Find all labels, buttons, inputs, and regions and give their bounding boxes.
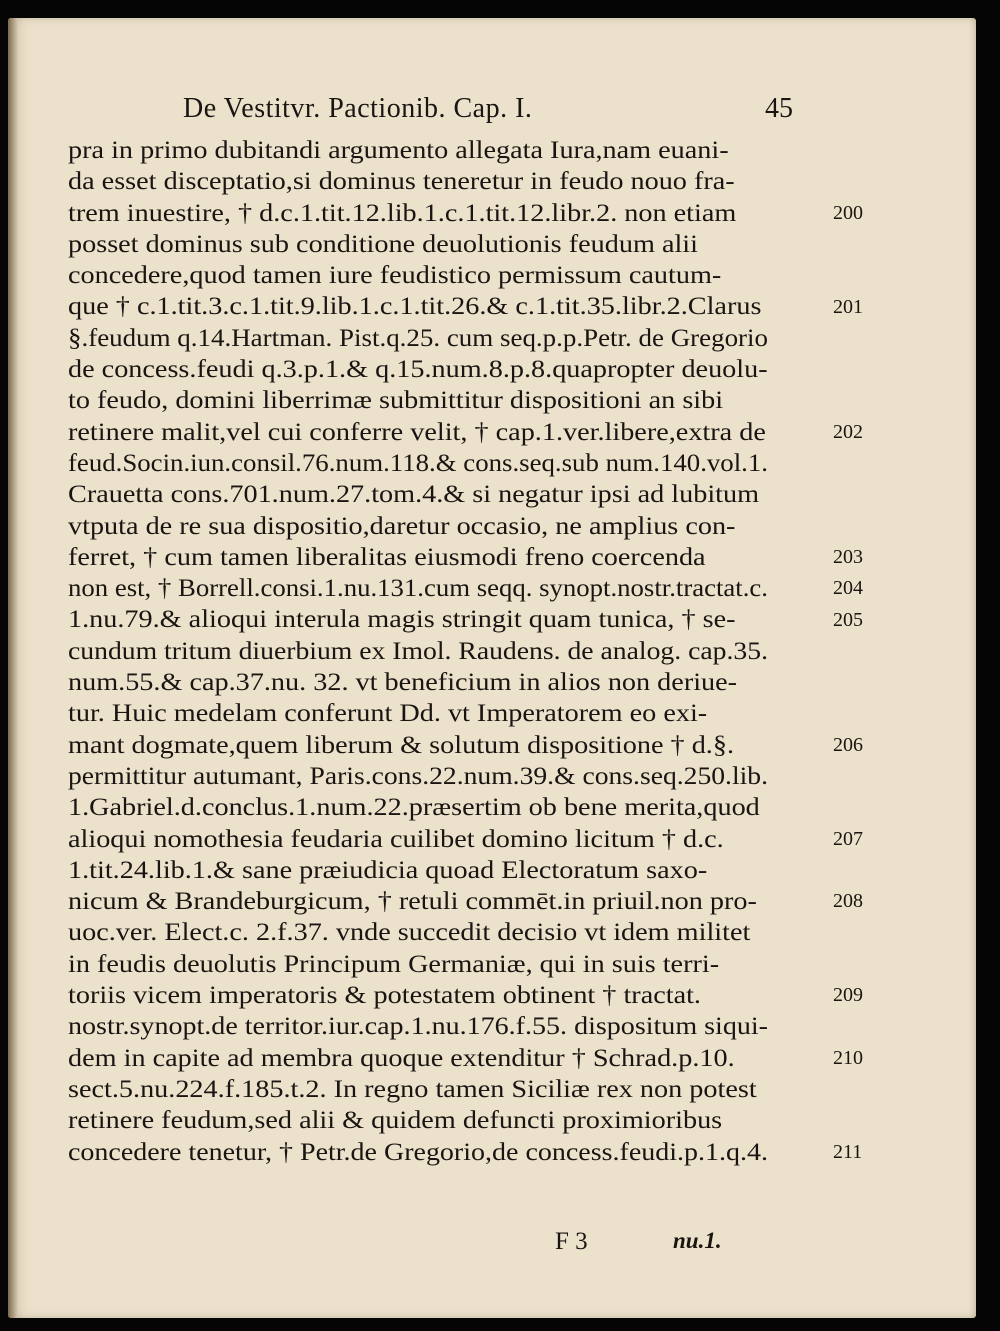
- text-line-content: vtputa de re sua dispositio,daretur occasio, ne amplius con-: [68, 512, 736, 540]
- text-line: [68, 886, 808, 917]
- page-footer: [503, 1228, 803, 1260]
- text-line-content: Crauetta cons.701.num.27.tom.4.& si negatur ipsi ad lubitum: [68, 481, 760, 509]
- text-line-content: 1.tit.24.lib.1.& sane præiudicia quoad Electoratum saxo-: [68, 856, 708, 884]
- text-line: [68, 698, 808, 729]
- text-line-content: toriis vicem imperatoris & potestatem obtinent † tractat.: [68, 982, 701, 1010]
- page-number: 45: [765, 93, 793, 124]
- text-line: [68, 855, 808, 886]
- text-line: [68, 511, 808, 542]
- text-line: [68, 166, 808, 197]
- text-line: [68, 542, 808, 573]
- page-header: [183, 93, 793, 127]
- text-line-content: permittitur autumant, Paris.cons.22.num.39.& cons.seq.250.lib.: [68, 762, 768, 790]
- text-line-content: §.feudum q.14.Hartman. Pist.q.25. cum seq.p.p.Petr. de Gregorio: [68, 324, 768, 352]
- text-line-content: num.55.& cap.37.nu. 32. vt beneficium in alios non deriue-: [68, 669, 738, 697]
- text-line: [68, 229, 808, 260]
- text-line: [68, 949, 808, 980]
- text-line-content: uoc.ver. Elect.c. 2.f.37. vnde succedit decisio vt idem militet: [68, 919, 751, 947]
- margin-note-number: 202: [833, 420, 863, 443]
- text-line-content: cundum tritum diuerbium ex Imol. Raudens. de analog. cap.35.: [68, 637, 768, 665]
- margin-note-number: 209: [833, 984, 863, 1007]
- text-line-content: to feudo, domini liberrimæ submittitur dispositioni an sibi: [68, 387, 724, 415]
- margin-note-number: 204: [833, 577, 863, 600]
- text-line: [68, 260, 808, 291]
- margin-note-number: 211: [833, 1140, 863, 1163]
- text-line-content: 1.Gabriel.d.conclus.1.num.22.præsertim ob bene merita,quod: [68, 794, 760, 822]
- text-line: [68, 573, 808, 604]
- text-line: [68, 1043, 808, 1074]
- text-line: [68, 448, 808, 479]
- text-line: [68, 291, 808, 322]
- margin-note-number: 210: [833, 1046, 863, 1069]
- margin-note-number: 200: [833, 201, 863, 224]
- text-line: [68, 636, 808, 667]
- text-line: [68, 980, 808, 1011]
- text-line: [68, 135, 808, 166]
- text-line: [68, 323, 808, 354]
- page-gutter: [8, 18, 18, 1318]
- text-line: [68, 730, 808, 761]
- text-line-content: dem in capite ad membra quoque extenditur † Schrad.p.10.: [68, 1044, 735, 1072]
- text-line: [68, 1137, 808, 1168]
- text-line-content: tur. Huic medelam conferunt Dd. vt Imperatorem eo exi-: [68, 700, 708, 728]
- text-line-content: ferret, † cum tamen liberalitas eiusmodi freno coercenda: [68, 543, 706, 571]
- text-line-content: de concess.feudi q.3.p.1.& q.15.num.8.p.8.quapropter deuolu-: [68, 356, 768, 384]
- text-line-content: nostr.synopt.de territor.iur.cap.1.nu.176.f.55. dispositum siqui-: [68, 1013, 769, 1041]
- running-title: De Vestitvr. Pactionib. Cap. I.: [183, 93, 533, 124]
- margin-note-number: 203: [833, 545, 863, 568]
- text-line-content: posset dominus sub conditione deuolutionis feudum alii: [68, 230, 698, 258]
- text-line: [68, 1011, 808, 1042]
- text-line-content: trem inuestire, † d.c.1.tit.12.lib.1.c.1.tit.12.libr.2. non etiam: [68, 199, 737, 227]
- text-line: [68, 824, 808, 855]
- text-line: [68, 198, 808, 229]
- margin-note-number: 208: [833, 890, 863, 913]
- margin-note-number: 207: [833, 827, 863, 850]
- text-line-content: concedere tenetur, † Petr.de Gregorio,de concess.feudi.p.1.q.4.: [68, 1138, 769, 1166]
- text-line-content: feud.Socin.iun.consil.76.num.118.& cons.seq.sub num.140.vol.1.: [68, 449, 768, 477]
- text-line: [68, 479, 808, 510]
- text-line: [68, 1105, 808, 1136]
- text-line-content: nicum & Brandeburgicum, † retuli commēt.in priuil.non pro-: [68, 888, 757, 916]
- text-line: [68, 604, 808, 635]
- text-line-content: pra in primo dubitandi argumento allegata Iura,nam euani-: [68, 137, 729, 164]
- margin-note-number: 201: [833, 295, 863, 318]
- text-line-content: que † c.1.tit.3.c.1.tit.9.lib.1.c.1.tit.26.& c.1.tit.35.libr.2.Clarus: [68, 293, 762, 321]
- text-line: [68, 792, 808, 823]
- text-line-content: sect.5.nu.224.f.185.t.2. In regno tamen Siciliæ rex non potest: [68, 1075, 757, 1103]
- margin-note-number: 205: [833, 608, 863, 631]
- text-line-content: non est, † Borrell.consi.1.nu.131.cum seqq. synopt.nostr.tractat.c.: [68, 575, 769, 603]
- text-line-content: 1.nu.79.& alioqui interula magis stringit quam tunica, † se-: [68, 606, 736, 634]
- text-line-content: alioqui nomothesia feudaria cuilibet domino licitum † d.c.: [68, 825, 724, 853]
- text-line-content: retinere malit,vel cui conferre velit, † cap.1.ver.libere,extra de: [68, 418, 766, 446]
- text-line: [68, 1074, 808, 1105]
- catchword: nu.1.: [673, 1228, 722, 1253]
- text-line-content: in feudis deuolutis Principum Germaniæ, qui in suis terri-: [68, 950, 720, 978]
- book-page: [8, 18, 976, 1318]
- text-line: [68, 761, 808, 792]
- text-line: [68, 917, 808, 948]
- text-line-content: da esset disceptatio,si dominus teneretur in feudo nouo fra-: [68, 168, 735, 196]
- text-line: [68, 354, 808, 385]
- text-line-content: mant dogmate,quem liberum & solutum dispositione † d.§.: [68, 731, 735, 759]
- body-text: [68, 135, 863, 1168]
- signature-mark: F 3: [555, 1228, 588, 1255]
- text-line: [68, 667, 808, 698]
- text-line: [68, 417, 808, 448]
- text-line: [68, 385, 808, 416]
- text-line-content: retinere feudum,sed alii & quidem defuncti proximioribus: [68, 1107, 723, 1135]
- margin-note-number: 206: [833, 733, 863, 756]
- text-line-content: concedere,quod tamen iure feudistico permissum cautum-: [68, 262, 722, 290]
